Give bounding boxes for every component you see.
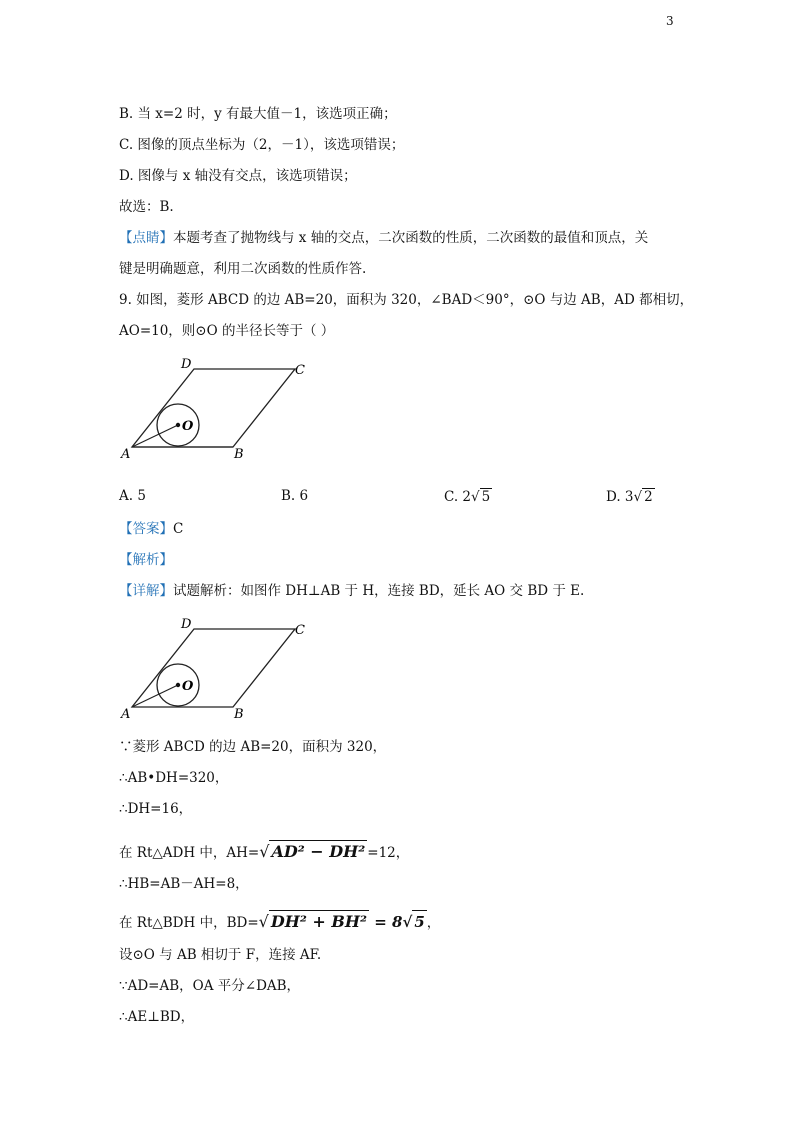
xiangjie-tag: 【详解】 [119, 583, 173, 599]
choice-c: C. 2√ 5 [444, 489, 491, 505]
jiexi-tag: 【解析】 [119, 552, 173, 568]
step-9: ∴AE⊥BD， [119, 1009, 195, 1025]
segment-ao-2 [132, 685, 178, 707]
dianjing-tag: 【点睛】 [119, 230, 173, 246]
rhombus-figure [117, 352, 317, 462]
step-2: ∴AB•DH=320， [119, 770, 229, 786]
choice-a: A. 5 [119, 488, 146, 504]
answer-line [119, 520, 183, 538]
label-d: D [181, 357, 192, 372]
choice-b: B. 6 [281, 488, 309, 504]
choice-d: D. 3√ 2 [606, 489, 653, 505]
option-b-line: B. 当 x=2 时，y 有最大值－1，该选项正确； [119, 106, 397, 122]
center-o-dot-2 [176, 683, 180, 687]
rhombus-figure-2 [117, 612, 317, 722]
choose-line: 故选：B. [119, 199, 174, 215]
dianjing-text: 本题考查了抛物线与 x 轴的交点，二次函数的性质，二次函数的最值和顶点，关 [173, 230, 649, 246]
label-o: O [182, 419, 194, 434]
answer-value: C [173, 521, 184, 537]
label-o-2: O [182, 679, 194, 694]
option-d-line: D. 图像与 x 轴没有交点，该选项错误； [119, 168, 357, 184]
center-o-dot [176, 423, 180, 427]
answer-tag: 【答案】 [119, 521, 173, 537]
label-b-2: B [234, 707, 244, 722]
question-9: 9. 如图，菱形 ABCD 的边 AB=20，面积为 320，∠BAD＜90°，⊙O 与边 AB，AD 都相切， [119, 292, 694, 308]
page-number: 3 [666, 14, 674, 28]
jiexi-line [119, 551, 173, 569]
segment-ao [132, 425, 178, 447]
dianjing-line [119, 229, 648, 247]
step-6: 在 Rt△BDH 中，BD=√ DH² + BH² = 8√ 5 ， [119, 912, 441, 931]
xiangjie-text: 试题解析：如图作 DH⊥AB 于 H，连接 BD，延长 AO 交 BD 于 E. [173, 583, 585, 599]
label-c-2: C [295, 623, 305, 638]
step-8: ∵AD=AB，OA 平分∠DAB， [119, 978, 301, 994]
option-c-line: C. 图像的顶点坐标为（2，－1），该选项错误； [119, 137, 405, 153]
step-3: ∴DH=16， [119, 801, 193, 817]
step-4: 在 Rt△ADH 中，AH=√ AD² − DH² =12， [119, 842, 410, 861]
label-d-2: D [181, 617, 192, 632]
question-9-cont: AO=10，则⊙O 的半径长等于（ ） [119, 323, 335, 339]
label-b: B [234, 447, 244, 462]
label-c: C [295, 363, 305, 378]
label-a: A [121, 447, 131, 462]
step-7: 设⊙O 与 AB 相切于 F，连接 AF. [119, 947, 322, 963]
step-5: ∴HB=AB－AH=8， [119, 876, 249, 892]
xiangjie-line [119, 582, 584, 600]
label-a-2: A [121, 707, 131, 722]
step-1: ∵菱形 ABCD 的边 AB=20，面积为 320， [119, 739, 387, 755]
dianjing-line-2: 键是明确题意，利用二次函数的性质作答. [119, 261, 367, 277]
